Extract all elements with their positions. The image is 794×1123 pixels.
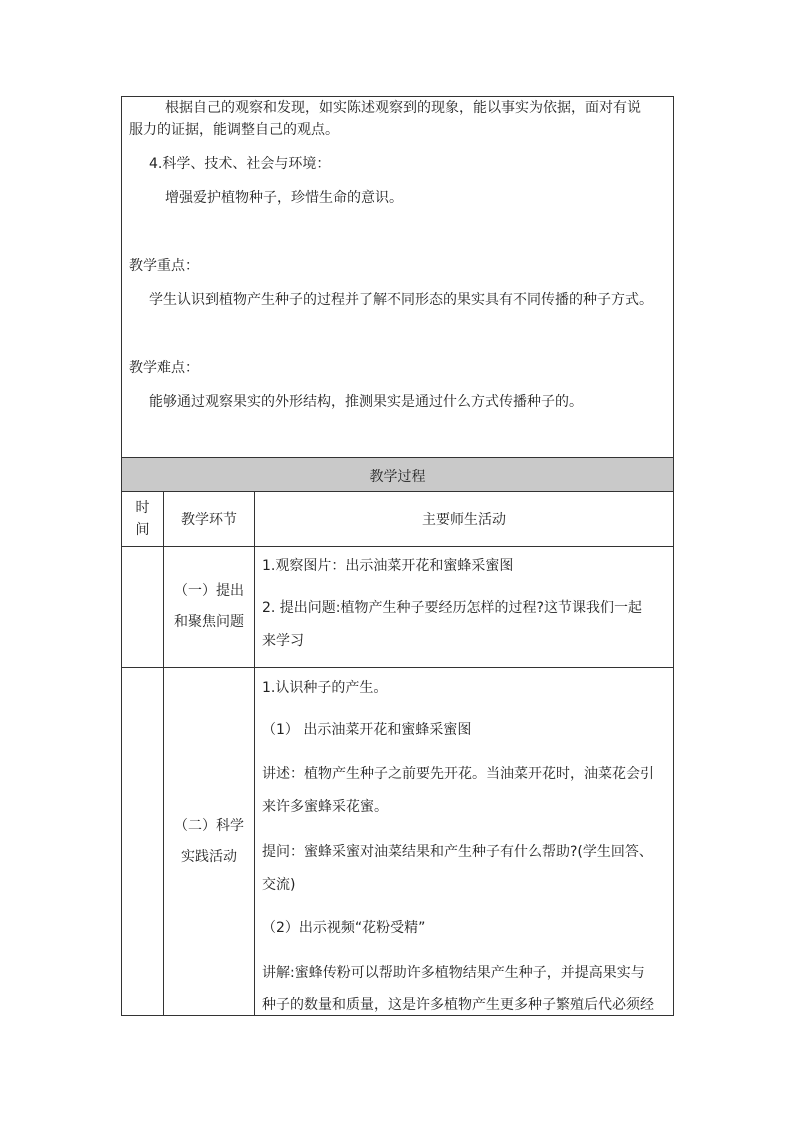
- activity-line: 提问：蜜蜂采蜜对油菜结果和产生种子有什么帮助?(学生回答、: [262, 844, 653, 860]
- stage-label-line-1: （二）科学: [174, 817, 244, 834]
- time-header-line-2: 间: [135, 522, 150, 538]
- difficulty-text: 能够通过观察果实的外形结构，推测果实是通过什么方式传播种子的。: [149, 394, 583, 410]
- activity-line: 来学习: [262, 633, 304, 649]
- lesson-plan-table: [121, 96, 674, 1016]
- objective-item-4-text: 增强爱护植物种子，珍惜生命的意识。: [165, 190, 403, 206]
- activity-cell: [255, 668, 674, 1016]
- activity-line: 讲述：植物产生种子之前要先开花。当油菜开花时，油菜花会引: [262, 766, 654, 782]
- column-header-row: [122, 492, 674, 547]
- activity-line: （1） 出示油菜开花和蜜蜂采蜜图: [262, 722, 472, 738]
- objective-line-2: 服力的证据，能调整自己的观点。: [129, 122, 339, 138]
- stage-label-line-1: （一）提出: [174, 583, 244, 599]
- process-header-label: 教学过程: [369, 469, 426, 485]
- activity-line: 种子的数量和质量，这是许多植物产生更多种子繁殖后代必须经: [262, 997, 654, 1013]
- activity-line: 讲解:蜜蜂传粉可以帮助许多植物结果产生种子，并提高果实与: [262, 965, 645, 981]
- stage-label-line-2: 实践活动: [181, 848, 237, 865]
- key-point-title: 教学重点：: [129, 258, 199, 274]
- time-column-header: [122, 492, 164, 547]
- stage-column-header: 教学环节: [164, 492, 255, 547]
- stage-label-line-2: 和聚焦问题: [174, 614, 244, 630]
- activity-line: 来许多蜜蜂采花蜜。: [262, 799, 388, 815]
- activity-line: 1.认识种子的产生。: [262, 680, 388, 696]
- activity-line: 1.观察图片：出示油菜开花和蜜蜂采蜜图: [262, 558, 514, 574]
- key-point-text: 学生认识到植物产生种子的过程并了解不同形态的果实具有不同传播的种子方式。: [149, 292, 653, 308]
- time-header-line-1: 时: [135, 500, 150, 516]
- objective-item-4-title: 4.科学、技术、社会与环境：: [149, 156, 331, 172]
- objective-line-1: 根据自己的观察和发现，如实陈述观察到的现象，能以事实为依据，面对有说: [165, 100, 641, 116]
- stage-cell: [164, 547, 255, 668]
- table-row: [122, 547, 674, 668]
- activity-column-header: 主要师生活动: [255, 492, 674, 547]
- activity-cell: [255, 547, 674, 668]
- table-row: [122, 668, 674, 1016]
- stage-cell: [164, 668, 255, 1016]
- time-cell: [122, 668, 164, 1016]
- objectives-section: [121, 96, 674, 457]
- time-cell: [122, 547, 164, 668]
- activity-line: （2）出示视频“花粉受精”: [262, 920, 426, 936]
- process-table: [121, 491, 674, 1016]
- difficulty-title: 教学难点：: [129, 360, 199, 376]
- activity-line: 交流): [262, 877, 296, 893]
- activity-line: 2. 提出问题:植物产生种子要经历怎样的过程?这节课我们一起: [262, 600, 642, 616]
- process-header: [121, 457, 674, 491]
